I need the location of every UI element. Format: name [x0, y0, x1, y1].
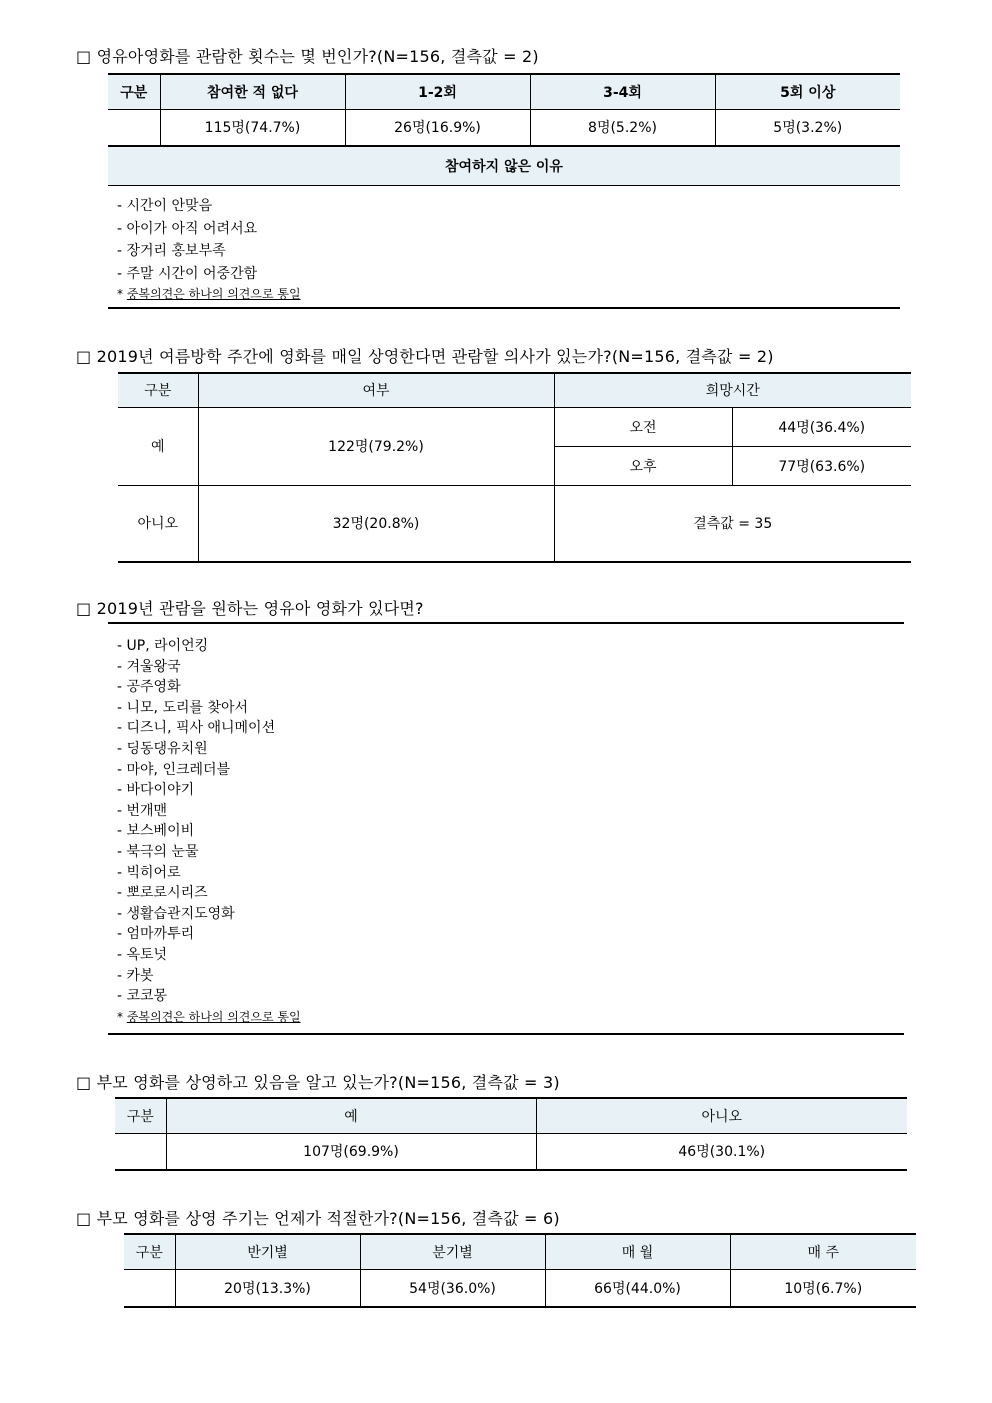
am-label: 오전 [554, 407, 732, 446]
note-text: 중복의견은 하나의 의견으로 통일 [126, 1010, 301, 1024]
cell-quarterly: 54명(36.0%) [360, 1269, 545, 1307]
cell-no: 46명(30.1%) [536, 1133, 907, 1170]
divider [108, 307, 900, 309]
section3-note [117, 1008, 301, 1025]
cell-1-2: 26명(16.9%) [345, 109, 530, 146]
list-item: - 공주영화 [117, 679, 181, 696]
section1-table [108, 73, 900, 147]
section3-title: □ 2019년 관람을 원하는 영유아 영화가 있다면? [76, 599, 424, 618]
header-weekly: 매 주 [730, 1234, 916, 1269]
cell-monthly: 66명(44.0%) [545, 1269, 730, 1307]
header-quarterly: 분기별 [360, 1234, 545, 1269]
header-category: 구분 [108, 74, 160, 109]
header-yes: 예 [166, 1098, 536, 1133]
am-value: 44명(36.4%) [732, 407, 911, 446]
list-item: - 시간이 안맞음 [117, 198, 213, 214]
header-5-plus: 5회 이상 [715, 74, 900, 109]
list-item: - 주말 시간이 어중간함 [117, 265, 258, 282]
note-prefix: * [117, 1010, 127, 1024]
list-item: - 아이가 아직 어려서요 [117, 220, 258, 237]
list-item: - 엄마까투리 [117, 926, 195, 943]
list-item: - 마야, 인크레더블 [117, 761, 231, 778]
header-3-4: 3-4회 [530, 74, 715, 109]
section5-title: □ 부모 영화를 상영 주기는 언제가 적절한가?(N=156, 결측값 = 6) [76, 1209, 560, 1228]
section4-table [115, 1097, 907, 1171]
list-item: - 뽀로로시리즈 [117, 885, 208, 902]
cell-5-plus: 5명(3.2%) [715, 109, 900, 146]
section1-note [117, 285, 301, 302]
cell-category [124, 1269, 175, 1307]
list-item: - 딩동댕유치원 [117, 740, 208, 757]
list-item: - UP, 라이언킹 [117, 638, 209, 654]
cell-3-4: 8명(5.2%) [530, 109, 715, 146]
cell-category [115, 1133, 166, 1170]
header-never: 참여한 적 없다 [160, 74, 345, 109]
header-1-2: 1-2회 [345, 74, 530, 109]
cell-yes: 107명(69.9%) [166, 1133, 536, 1170]
header-semiannual: 반기별 [175, 1234, 360, 1269]
list-item: - 옥토넛 [117, 946, 168, 963]
note-text: 중복의견은 하나의 의견으로 통일 [126, 287, 301, 301]
section2-table [118, 372, 911, 563]
list-item: - 바다이야기 [117, 782, 195, 799]
reasons-header: 참여하지 않은 이유 [108, 147, 900, 186]
list-item: - 디즈니, 픽사 애니메이션 [117, 720, 276, 737]
cell-category [108, 109, 160, 146]
note-prefix: * [117, 287, 127, 301]
yes-label: 예 [118, 407, 198, 485]
section2-title: □ 2019년 여름방학 주간에 영화를 매일 상영한다면 관람할 의사가 있는가?(N=156, 결측값 = 2) [76, 347, 774, 366]
missing-value: 결측값 = 35 [554, 485, 911, 562]
divider [108, 622, 904, 624]
list-item: - 장거리 홍보부족 [117, 243, 226, 259]
cell-never: 115명(74.7%) [160, 109, 345, 146]
list-item: - 카봇 [117, 967, 154, 984]
section1-title: □ 영유아영화를 관람한 횟수는 몇 번인가?(N=156, 결측값 = 2) [76, 47, 539, 66]
no-value: 32명(20.8%) [198, 485, 554, 562]
pm-value: 77명(63.6%) [732, 446, 911, 485]
list-item: - 니모, 도리를 찾아서 [117, 699, 249, 716]
header-category: 구분 [124, 1234, 175, 1269]
list-item: - 생활습관지도영화 [117, 905, 235, 922]
divider [108, 1033, 904, 1035]
reasons-list [117, 195, 257, 285]
header-intent: 여부 [198, 373, 554, 407]
list-item: - 북극의 눈물 [117, 843, 199, 860]
cell-weekly: 10명(6.7%) [730, 1269, 916, 1307]
pm-label: 오후 [554, 446, 732, 485]
yes-value: 122명(79.2%) [198, 407, 554, 485]
header-no: 아니오 [536, 1098, 907, 1133]
header-category: 구분 [115, 1098, 166, 1133]
header-preferred-time: 희망시간 [554, 373, 911, 407]
header-category: 구분 [118, 373, 198, 407]
section4-title: □ 부모 영화를 상영하고 있음을 알고 있는가?(N=156, 결측값 = 3) [76, 1073, 560, 1092]
no-label: 아니오 [118, 485, 198, 562]
header-monthly: 매 월 [545, 1234, 730, 1269]
list-item: - 겨울왕국 [117, 658, 181, 675]
section5-table [124, 1233, 916, 1308]
list-item: - 보스베이비 [117, 823, 195, 840]
list-item: - 빅히어로 [117, 864, 181, 881]
list-item: - 번개맨 [117, 802, 168, 819]
movie-list [117, 636, 275, 1007]
list-item: - 코코몽 [117, 988, 168, 1005]
cell-semiannual: 20명(13.3%) [175, 1269, 360, 1307]
